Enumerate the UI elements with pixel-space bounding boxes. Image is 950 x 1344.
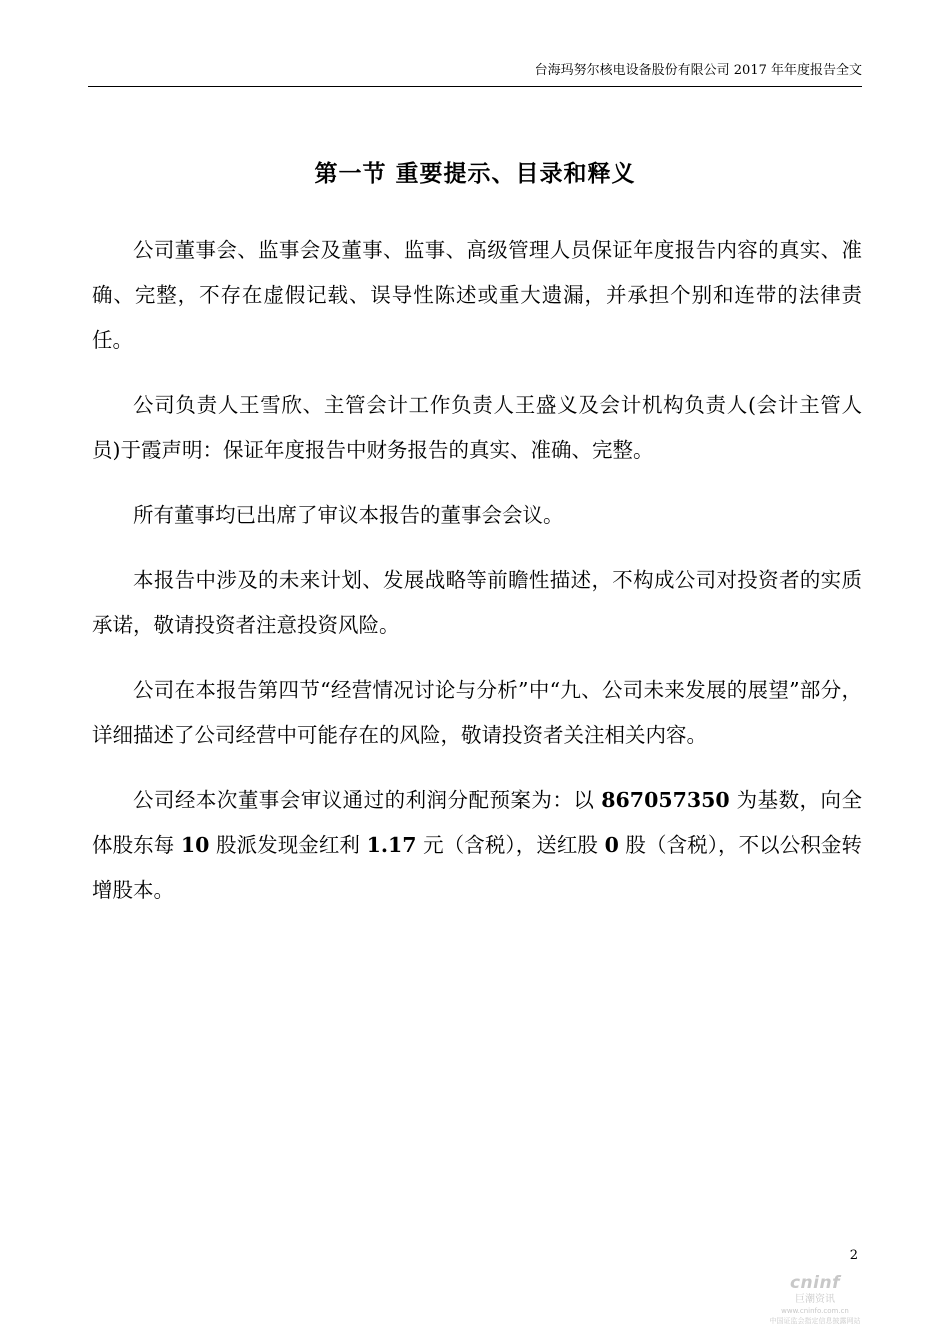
dividend-bonus: 0 (604, 833, 619, 857)
watermark-url: www.cninfo.com.cn (781, 1307, 849, 1315)
paragraph-forward-looking: 本报告中涉及的未来计划、发展战略等前瞻性描述，不构成公司对投资者的实质承诺，敬请投资者注意投资风险。 (92, 568, 862, 637)
document-body (92, 228, 862, 933)
watermark-tagline: 中国证监会指定信息披露网站 (769, 1317, 861, 1325)
paragraph-dividend (92, 778, 862, 913)
dividend-base-shares: 867057350 (601, 788, 730, 812)
cninfo-watermark (760, 1273, 870, 1326)
dividend-per-shares: 10 (180, 833, 210, 857)
dividend-text-5: 股（含税），不以公积金转增股本。 (92, 833, 862, 902)
running-header (88, 62, 862, 87)
dividend-text-3: 股派发现金红利 (209, 833, 367, 857)
page-number: 2 (849, 1248, 858, 1263)
paragraph-responsibility: 公司董事会、监事会及董事、监事、高级管理人员保证年度报告内容的真实、准确、完整，不存在虚假记载、误导性陈述或重大遗漏，并承担个别和连带的法律责任。 (92, 238, 862, 352)
paragraph-financial-statement: 公司负责人王雪欣、主管会计工作负责人王盛义及会计机构负责人(会计主管人员)于霞声明：保证年度报告中财务报告的真实、准确、完整。 (92, 393, 862, 462)
watermark-logo: cninf (789, 1273, 840, 1293)
watermark-name: 巨潮资讯 (795, 1294, 835, 1305)
dividend-text-1: 公司经本次董事会审议通过的利润分配预案为：以 (133, 788, 602, 812)
dividend-cash: 1.17 (366, 833, 417, 857)
section-title: 第一节 重要提示、目录和释义 (314, 160, 636, 187)
dividend-text-2: 为基数，向全体股东每 (92, 788, 862, 857)
paragraph-risk: 公司在本报告第四节“经营情况讨论与分析”中“九、公司未来发展的展望”部分，详细描述了公司经营中可能存在的风险，敬请投资者关注相关内容。 (92, 678, 862, 747)
header-text: 台海玛努尔核电设备股份有限公司 2017 年年度报告全文 (534, 63, 862, 78)
paragraph-board-attendance: 所有董事均已出席了审议本报告的董事会会议。 (133, 503, 564, 527)
dividend-text-4: 元（含税），送红股 (416, 833, 605, 857)
